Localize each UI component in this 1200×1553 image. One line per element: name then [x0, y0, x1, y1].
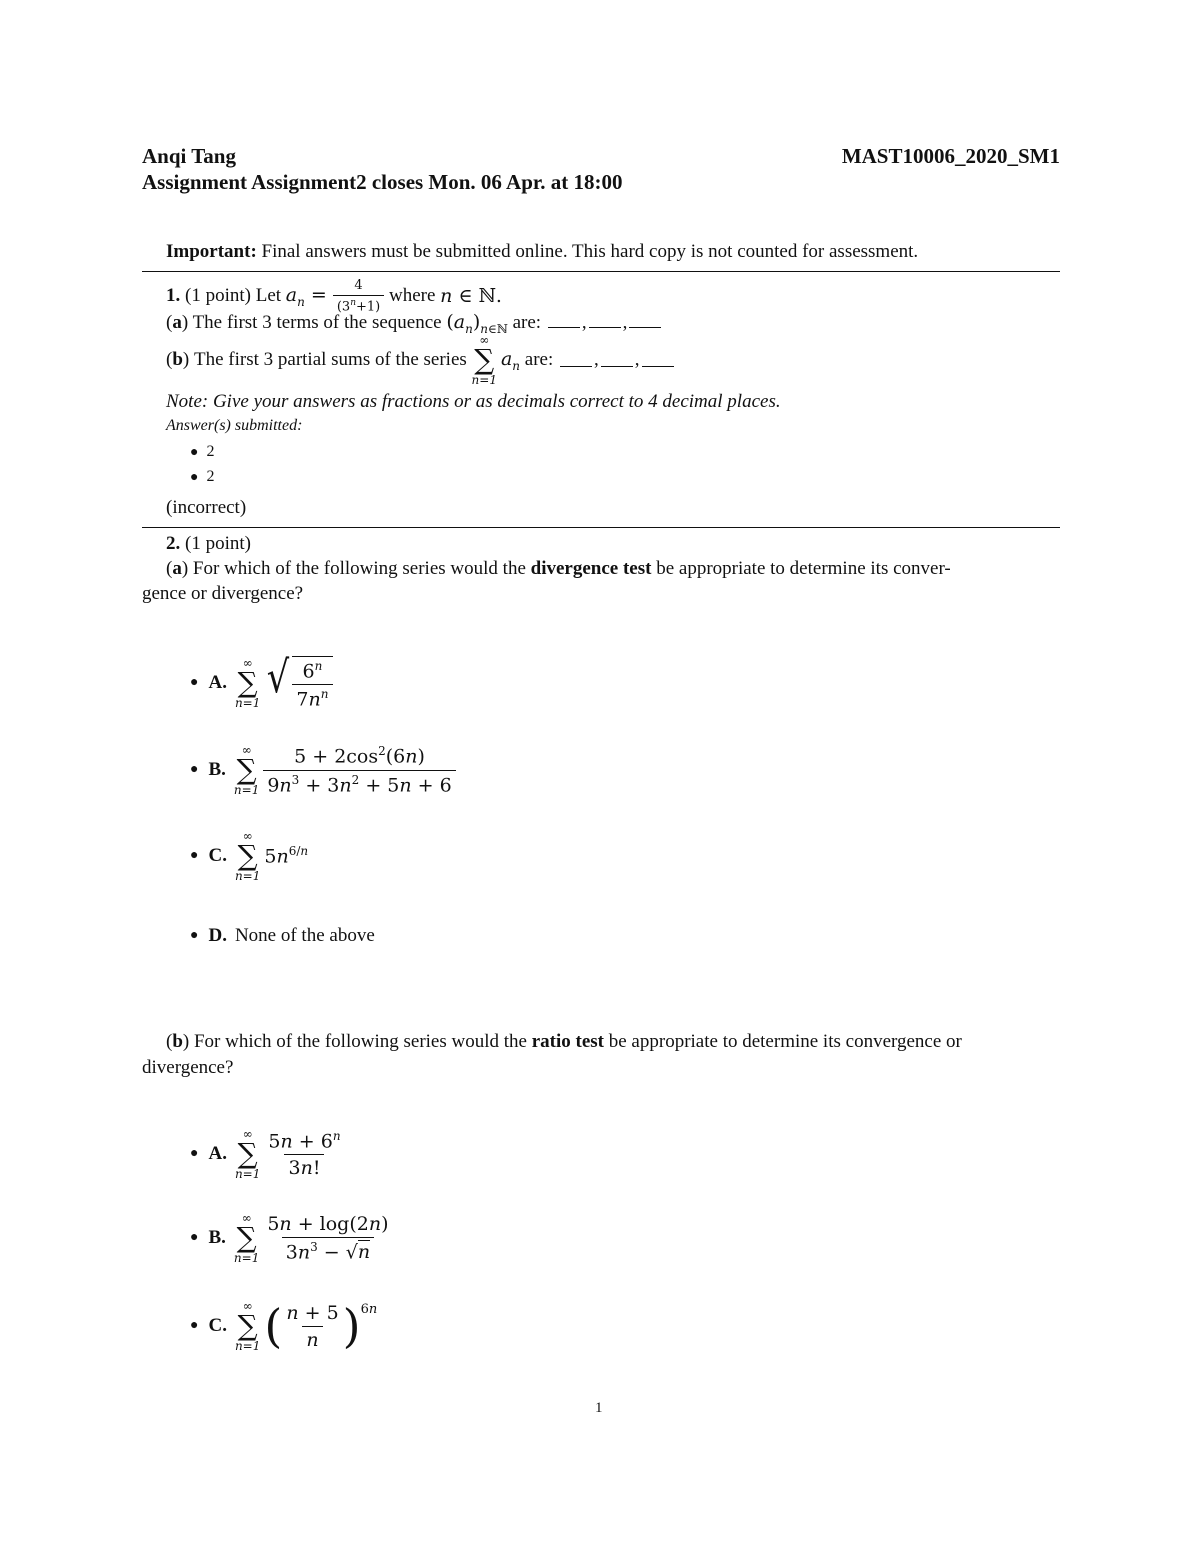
test-name: divergence test — [530, 558, 652, 579]
test-name: ratio test — [531, 1031, 604, 1052]
divider — [142, 271, 1060, 272]
summation: ∞ ∑ n=1 — [234, 1127, 261, 1181]
answer-status: (incorrect) — [166, 497, 247, 518]
sequence-formula: $a_n$ = — [285, 283, 333, 309]
where-text: where — [388, 285, 436, 307]
important-label: Important: — [166, 241, 257, 262]
summation: ∞ ∑ n=1 — [233, 1211, 260, 1265]
sequence-notation: $(a_n)_{n\in ℕ}$ — [446, 311, 508, 336]
answer-blank[interactable] — [589, 315, 621, 328]
part-label: b — [172, 1031, 183, 1052]
part-label: a — [172, 312, 182, 333]
student-name: Anqi Tang — [142, 144, 236, 168]
note-text: Note: Give your answers as fractions or as decimals correct to 4 decimal places. — [166, 391, 781, 412]
are-text: are: — [512, 312, 542, 333]
part-label: a — [172, 558, 182, 579]
sequence-fraction: $\frac{4}{(3^n+1)}$ — [333, 278, 384, 314]
question-2-part-a: (a) For which of the following series would the divergence test be appropriate to determine its conver- — [166, 558, 951, 579]
are-text: are: — [524, 349, 554, 370]
submitted-answer: ● 2 — [190, 443, 215, 460]
fraction: $\frac{5 + 2\cos^2(6n)}{9n^3 + 3n^2 + 5n + 6}$ — [263, 744, 455, 796]
summation: ∞ ∑ n=1 — [471, 333, 497, 387]
summation: ∞ ∑ n=1 — [233, 743, 260, 797]
fraction: $\frac{n + 5}{n}$ — [286, 1301, 339, 1351]
answers-label: Answer(s) submitted: — [166, 417, 303, 434]
fraction: $\frac{5n + \log(2n)}{3n^3 - √n}$ — [267, 1212, 389, 1264]
answer-blank[interactable] — [601, 354, 633, 367]
part-b-text: The first 3 partial sums of the series — [193, 349, 467, 370]
option-a[interactable]: ● A. ∞ ∑ n=1 √ $\frac{6^n}{7n^n}$ — [190, 656, 333, 711]
divider — [142, 527, 1060, 528]
option-a[interactable]: ● A. ∞ ∑ n=1 $\frac{5n + 6^n}{3n!}$ — [190, 1128, 345, 1180]
part-label: b — [172, 349, 183, 370]
submitted-answer: ● 2 — [190, 468, 215, 485]
answer-blank[interactable] — [548, 315, 580, 328]
answer-blank[interactable] — [629, 315, 661, 328]
course-code: MAST10006_2020_SM1 — [841, 144, 1060, 168]
summation: ∞ ∑ n=1 — [234, 656, 261, 711]
question-1-statement — [166, 278, 502, 314]
summation: ∞ ∑ n=1 — [234, 1299, 261, 1353]
part-a-text: The first 3 terms of the sequence — [192, 312, 442, 333]
option-d[interactable]: ● D. None of the above — [190, 925, 375, 946]
domain-formula: n ∈ ℕ. — [440, 285, 502, 308]
question-1-part-a: (a) The first 3 terms of the sequence $(a_n)_{n\in ℕ}$ are: , , — [166, 313, 663, 335]
question-2-part-b: (b) For which of the following series would the ratio test be appropriate to determine its convergence or — [166, 1031, 962, 1052]
page-number: 1 — [595, 1400, 603, 1416]
question-points: (1 point) — [185, 533, 251, 554]
exponent: 6n — [360, 1302, 378, 1317]
fraction: $\frac{5n + 6^n}{3n!}$ — [268, 1128, 341, 1180]
series-term: $5n^{6/n}$ — [264, 844, 309, 868]
question-2-header — [166, 534, 251, 553]
important-text: Final answers must be submitted online. This hard copy is not counted for assessment. — [261, 241, 919, 262]
assignment-title: Assignment Assignment2 closes Mon. 06 Apr. at 18:00 — [142, 170, 623, 194]
option-b[interactable]: ● B. ∞ ∑ n=1 $\frac{5 + 2\cos^2(6n)}{9n^3 + 3n^2 + 5n + 6}$ — [190, 744, 456, 796]
question-number: 2. — [166, 533, 181, 554]
question-points: (1 point) Let — [185, 285, 282, 307]
important-note — [166, 242, 918, 261]
square-root: √ $\frac{6^n}{7n^n}$ — [264, 656, 332, 711]
option-b[interactable]: ● B. ∞ ∑ n=1 $\frac{5n + \log(2n)}{3n^3 - √n}$ — [190, 1212, 393, 1264]
summation: ∞ ∑ n=1 — [234, 829, 261, 883]
answer-blank[interactable] — [642, 354, 674, 367]
answer-blank[interactable] — [560, 354, 592, 367]
question-1-part-b: ( b ) The first 3 partial sums of the series ∞ ∑ n=1 $a_n$ are: , , — [166, 334, 676, 386]
question-2-part-a-line2: gence or divergence? — [142, 583, 304, 604]
question-2-part-b-line2: divergence? — [142, 1057, 234, 1078]
option-c[interactable]: ● C. ∞ ∑ n=1 ( $\frac{n + 5}{n}$ ) 6n — [190, 1299, 378, 1353]
question-number: 1. — [166, 285, 181, 307]
option-c[interactable]: ● C. ∞ ∑ n=1 $5n^{6/n}$ — [190, 829, 309, 883]
series-term: $a_n$ — [500, 347, 521, 373]
